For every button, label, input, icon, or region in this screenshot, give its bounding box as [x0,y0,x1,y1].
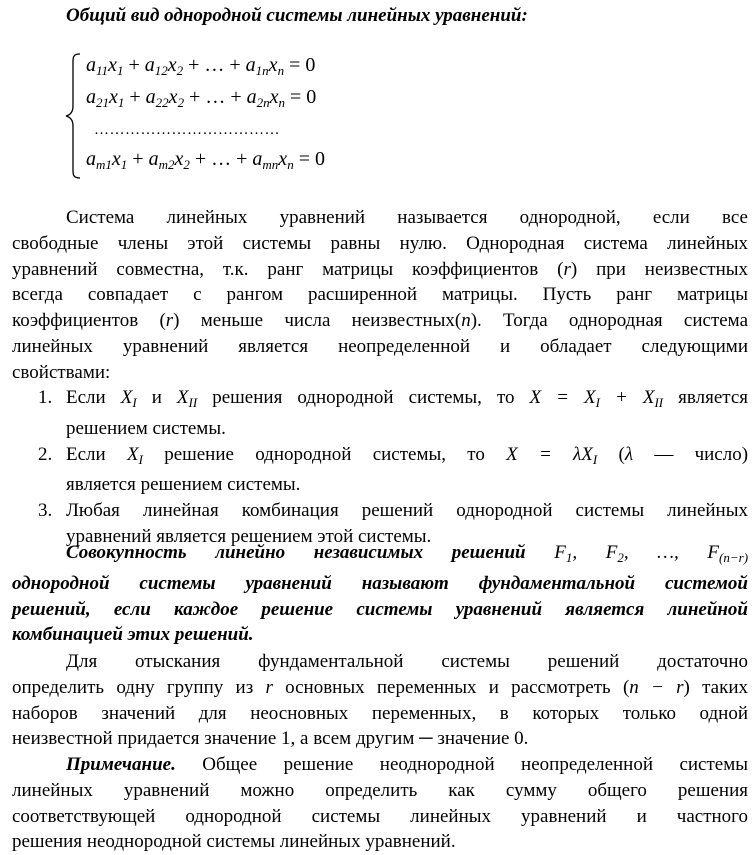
equation-1: $a_{11}x_1 + a_{12}x_2$ + … + $a_{1n}x_n = 0$ [86,54,316,78]
equation-ellipsis: ……………………………… [94,122,280,138]
paragraph-homogeneous-definition: Система линейных уравнений называется однородной, если все свободные члены этой системы равны нулю. Однородная система линейных уравнений совместна, т.к. ранг матрицы коэффициентов (r) при неизвестных всегда совпадает с рангом расширенной матрицы. Пусть ранг матрицы коэффициентов (r) меньше числа неизвестных(n). Тогда однородная система линейных уравнений является неопределенной и обладает следующими свойствами: [12,207,749,383]
list-item: 1. Если $X_I$ и $X_{II}$ решения однородной системы, то $X = X_I + X_{II}$ является решением системы. [38,387,748,439]
equation-2: $a_{21}x_1 + a_{22}x_2$ + … + $a_{2n}x_n = 0$ [86,86,317,110]
properties-list [12,385,748,550]
list-item: 3. Любая линейная комбинация решений однородной системы линейных уравнений является решением этой системы. [38,500,748,547]
equation-system [64,52,384,182]
left-brace [64,52,84,180]
note-label: Примечание. [66,754,176,775]
paragraph-finding-fundamental-system: Для отыскания фундаментальной системы решений достаточно определить одну группу из r основных переменных и рассмотреть (n − r) таких наборов значений для неосновных переменных, в которых только одной неизвестной придается значение 1, а всем другим ─ значение 0. [12,651,748,750]
fundamental-system-definition: Совокупность линейно независимых решений $F_1$, $F_2$, …, $F_{(n-r)}$ однородной системы уравнений называют фундаментальной системой решений, если каждое решение системы уравнений является линейной комбинацией этих решений. [12,542,749,646]
note-paragraph: Примечание. Общее решение неоднородной неопределенной системы линейных уравнений можно определить как сумму общего решения соответствующей однородной системы линейных уравнений и частного решения неоднородной системы линейных уравнений. [12,754,749,853]
list-item: 2. Если $X_I$ решение однородной системы, то $X = \lambda X_I$ (λ — число) является решением системы. [38,443,749,496]
section-title: Общий вид однородной системы линейных уравнений: [66,5,528,26]
equation-m: $a_{m1}x_1 + a_{m2}x_2$ + … + $a_{mn}x_n = 0$ [86,148,325,172]
